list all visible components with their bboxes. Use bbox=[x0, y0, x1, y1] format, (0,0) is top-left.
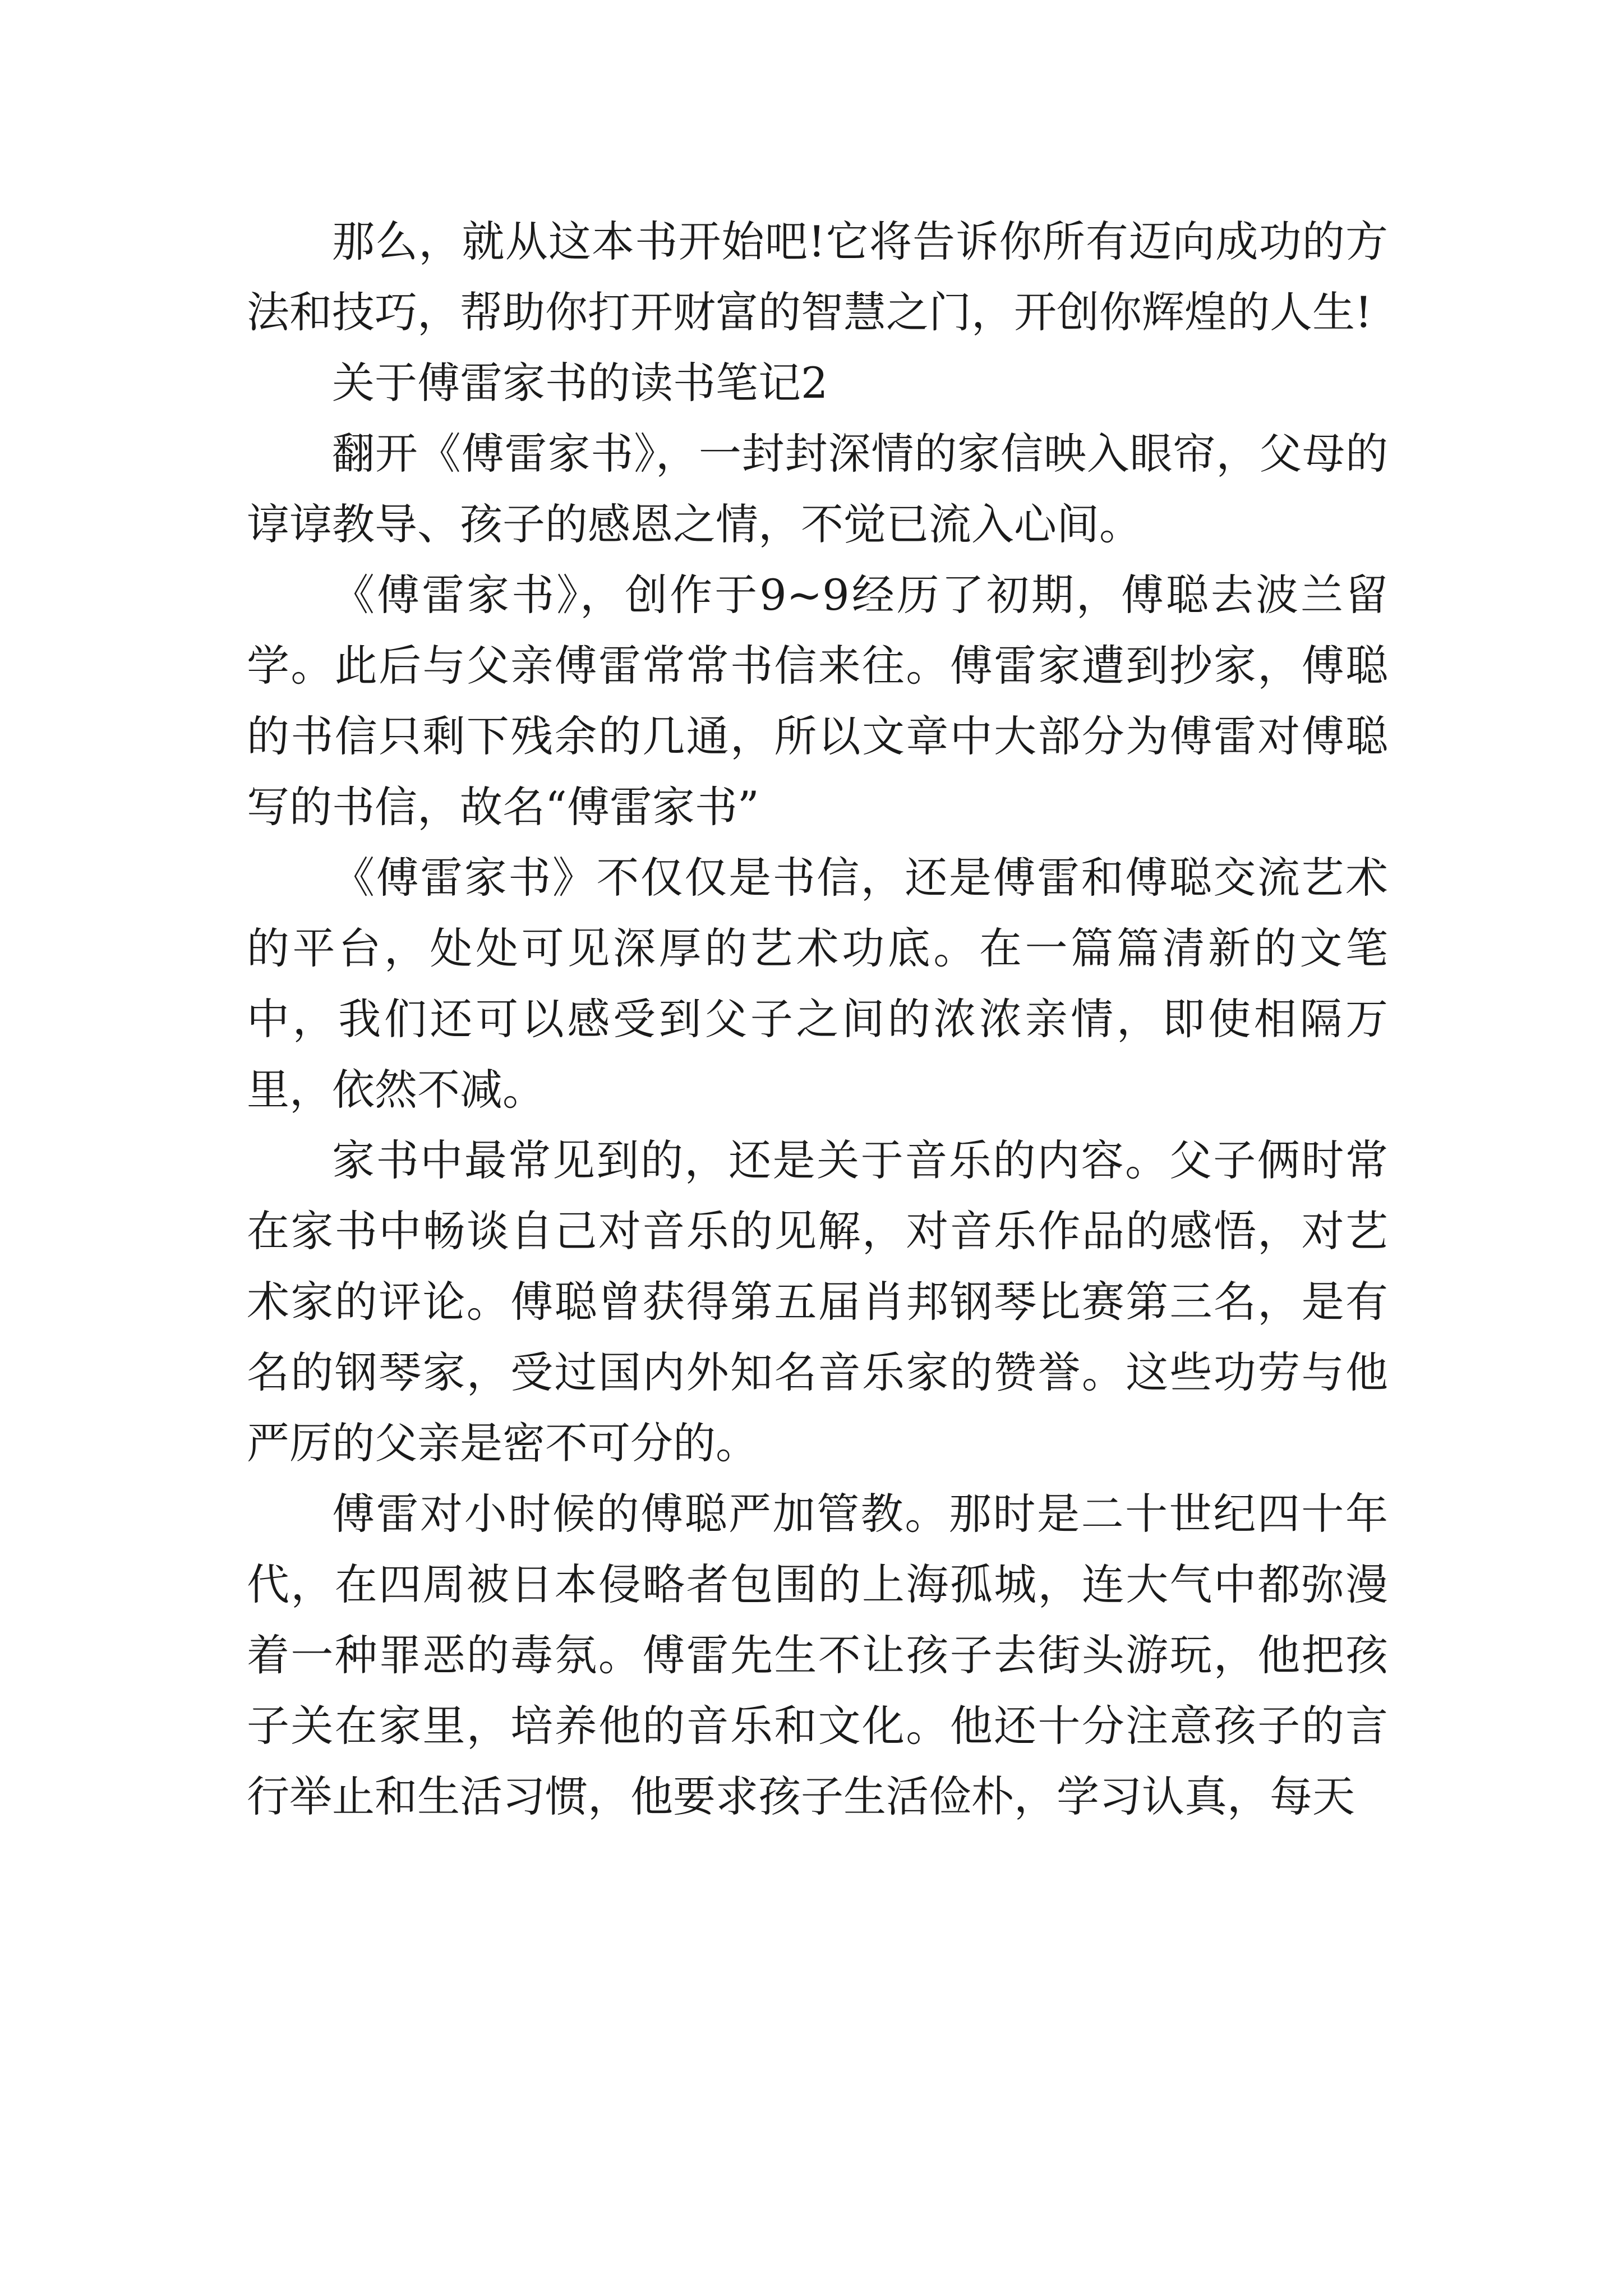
document-body bbox=[247, 206, 1388, 1832]
paragraph-art-platform: 《傅雷家书》不仅仅是书信，还是傅雷和傅聪交流艺术的平台，处处可见深厚的艺术功底。在一篇篇清新的文笔中，我们还可以感受到父子之间的浓浓亲情，即使相隔万里，依然不减。 bbox=[247, 853, 1388, 1115]
paragraph-intro: 那么，就从这本书开始吧!它将告诉你所有迈向成功的方法和技巧，帮助你打开财富的智慧之门，开创你辉煌的人生! bbox=[247, 217, 1388, 337]
paragraph-music: 家书中最常见到的，还是关于音乐的内容。父子俩时常在家书中畅谈自己对音乐的见解，对音乐作品的感悟，对艺术家的评论。傅聪曾获得第五届肖邦钢琴比赛第三名，是有名的钢琴家，受过国内外知名音乐家的赞誉。这些功劳与他严厉的父亲是密不可分的。 bbox=[247, 1135, 1388, 1468]
paragraph-opening: 翻开《傅雷家书》，一封封深情的家信映入眼帘，父母的谆谆教导、孩子的感恩之情，不觉已流入心间。 bbox=[247, 429, 1388, 549]
paragraph-background: 《傅雷家书》，创作于9~9经历了初期，傅聪去波兰留学。此后与父亲傅雷常常书信来往。傅雷家遭到抄家，傅聪的书信只剩下残余的几通，所以文章中大部分为傅雷对傅聪写的书信，故名“傅雷家书” bbox=[247, 570, 1388, 832]
paragraph-discipline: 傅雷对小时候的傅聪严加管教。那时是二十世纪四十年代，在四周被日本侵略者包围的上海孤城，连大气中都弥漫着一种罪恶的毒氛。傅雷先生不让孩子去街头游玩，他把孩子关在家里，培养他的音乐和文化。他还十分注意孩子的言行举止和生活习惯，他要求孩子生活俭朴，学习认真，每天 bbox=[247, 1489, 1388, 1821]
section-heading: 关于傅雷家书的读书笔记2 bbox=[332, 358, 828, 408]
